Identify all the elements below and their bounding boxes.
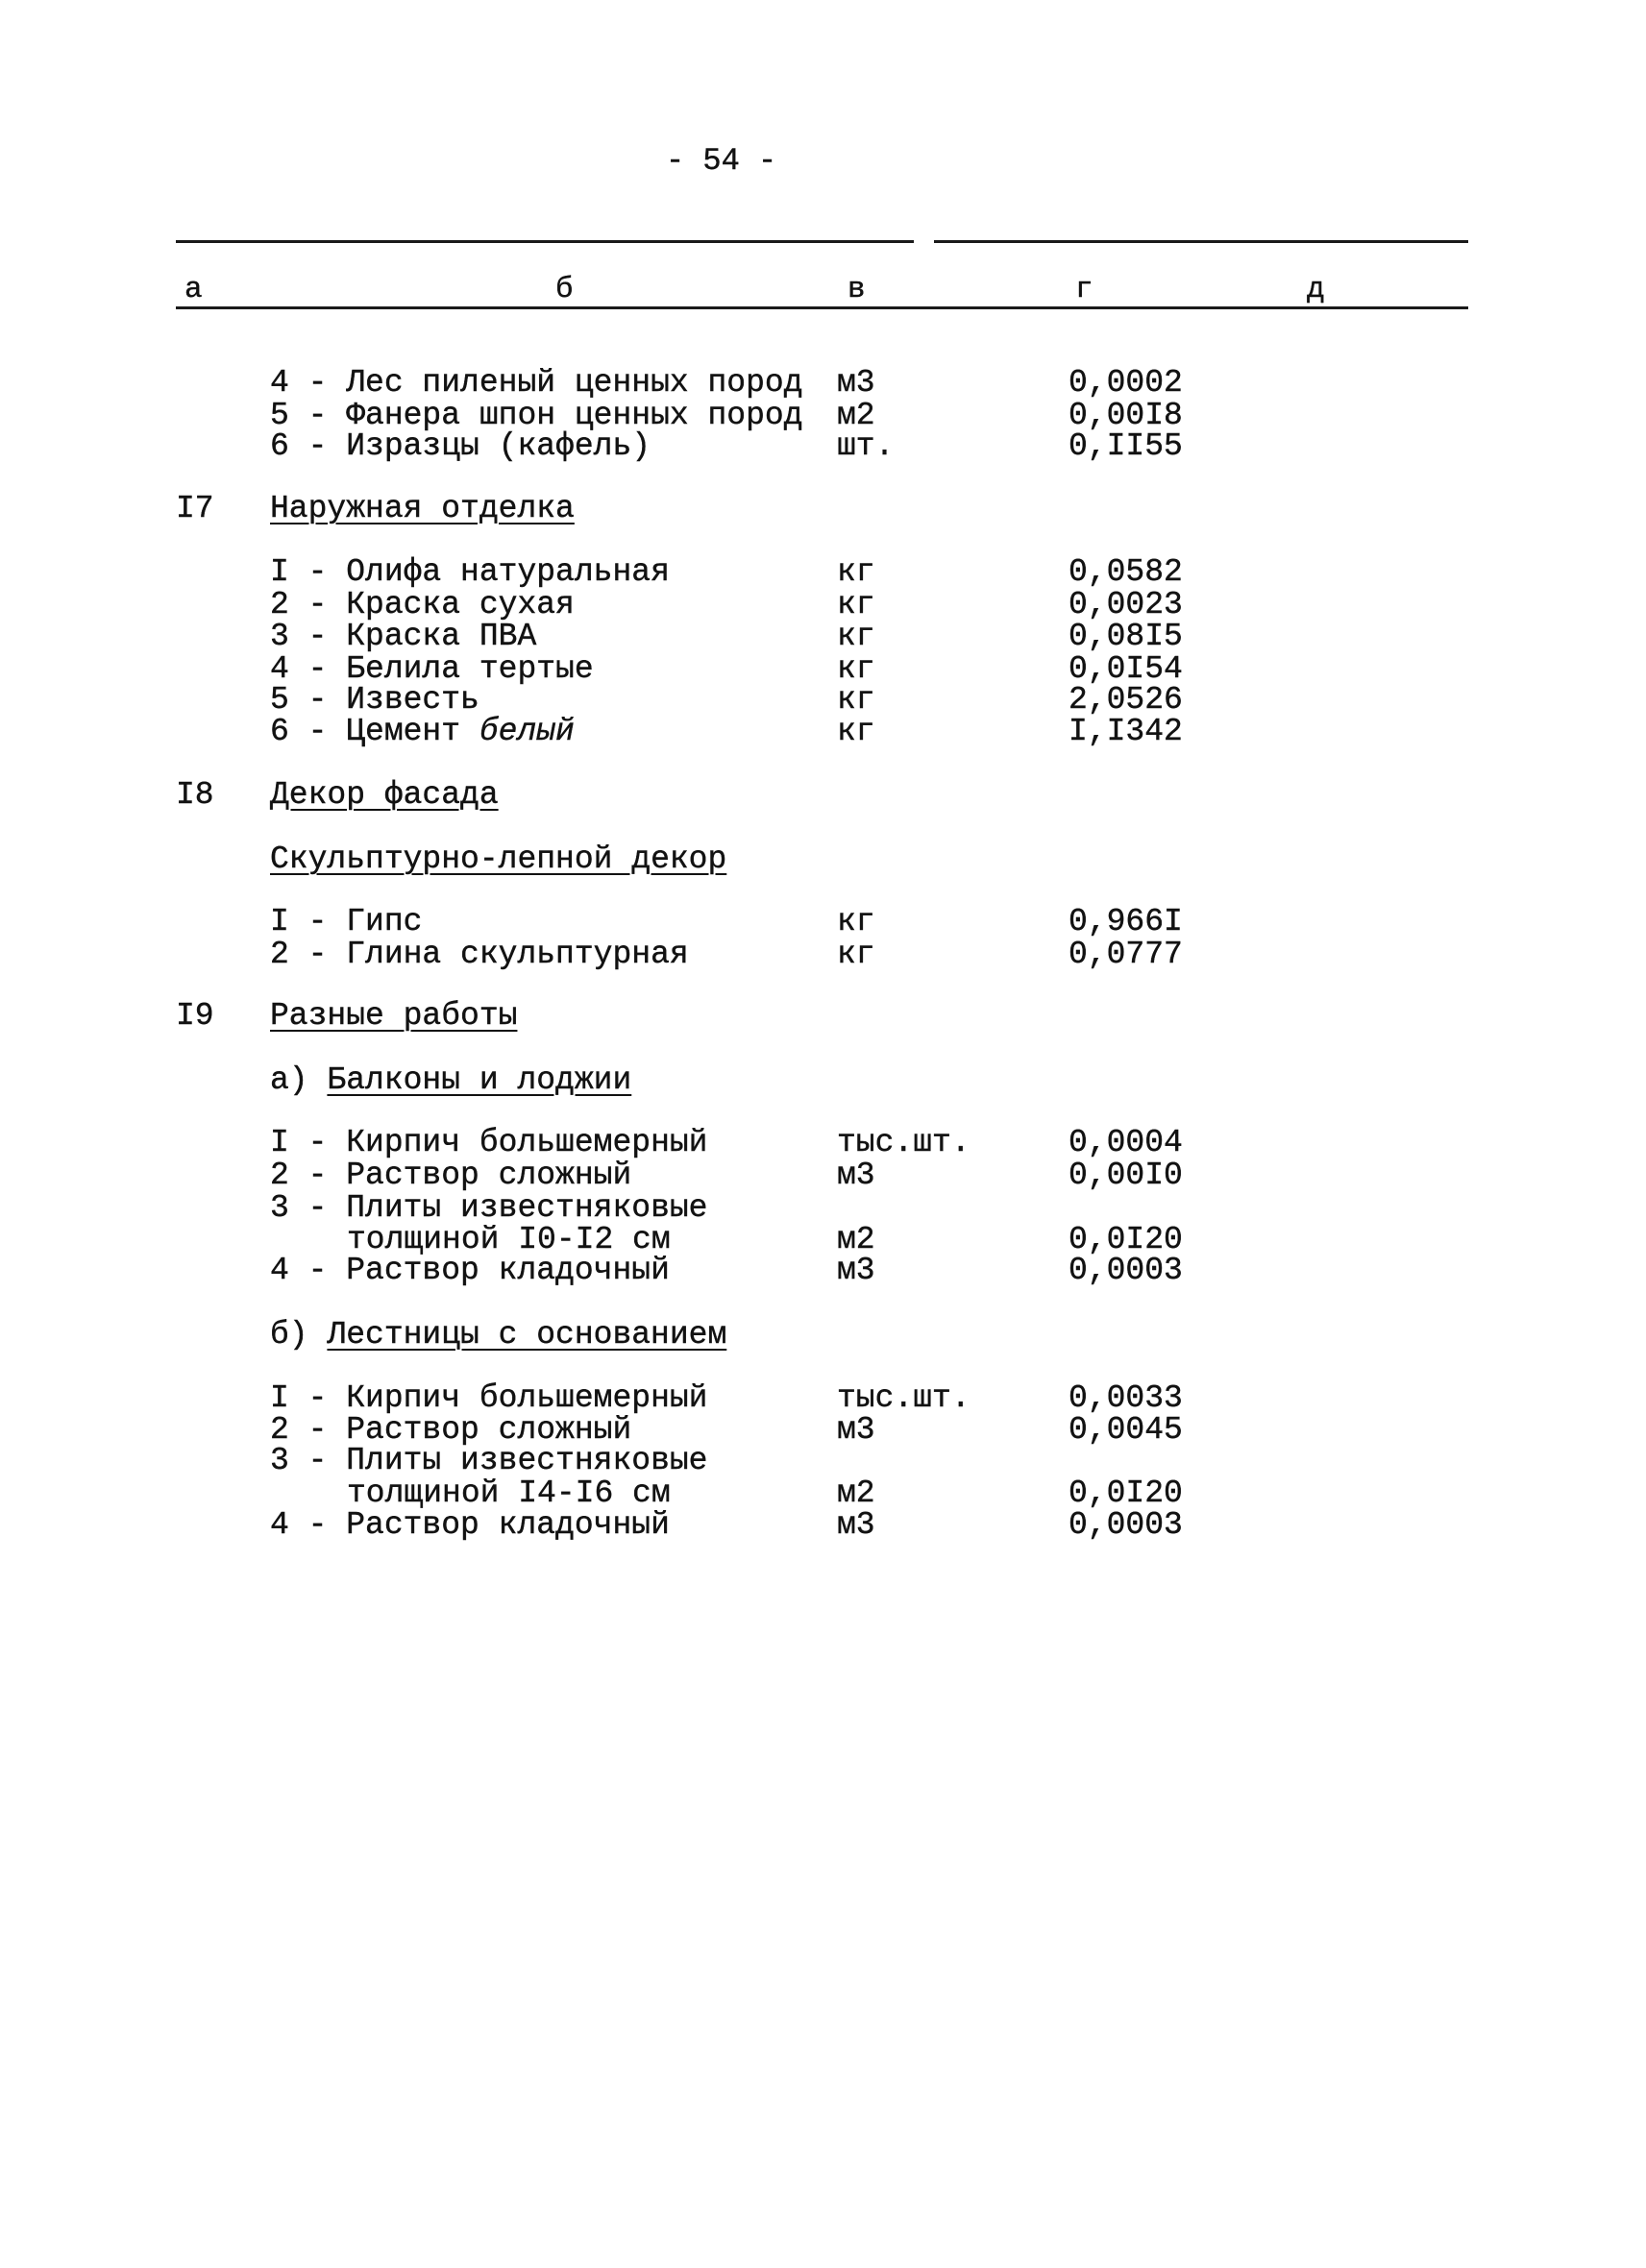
item-name: 3 - Плиты известняковые (270, 1190, 708, 1226)
item-unit: м3 (837, 1412, 875, 1448)
item-unit: кг (837, 554, 875, 590)
column-header-d: д (1307, 273, 1325, 306)
column-header-a: а (184, 273, 203, 306)
item-value: 0,0023 (1069, 587, 1183, 622)
item-name-group (270, 716, 575, 748)
item-unit: тыс.шт. (837, 1380, 970, 1416)
section-number: I8 (176, 777, 214, 813)
item-unit: м3 (837, 1253, 875, 1288)
item-row (0, 589, 1646, 622)
item-row-continuation (0, 1477, 1646, 1510)
item-row-continuation (0, 1224, 1646, 1256)
section-title: Наружная отделка (270, 491, 575, 526)
item-row (0, 906, 1646, 939)
item-value: 0,0I20 (1069, 1475, 1183, 1511)
item-row (0, 621, 1646, 653)
item-row (0, 684, 1646, 717)
subsection-heading-group (270, 1064, 631, 1097)
subsection-label: а) (270, 1062, 308, 1098)
item-name: 2 - Глина скульптурная (270, 937, 689, 972)
page-number: - 54 - (666, 143, 777, 179)
item-name: I - Кирпич большемерный (270, 1125, 708, 1160)
item-name: 4 - Раствор кладочный (270, 1507, 670, 1543)
item-value: 0,00I8 (1069, 398, 1183, 433)
item-unit: кг (837, 714, 875, 749)
item-name: I - Олифа натуральная (270, 554, 670, 590)
item-row (0, 1159, 1646, 1192)
item-name: 2 - Краска сухая (270, 587, 575, 622)
item-value: 0,0033 (1069, 1380, 1183, 1416)
item-value: 0,0004 (1069, 1125, 1183, 1160)
item-name-continuation: толщиной I0-I2 см (347, 1222, 671, 1257)
section-heading (0, 779, 1646, 812)
item-unit: кг (837, 937, 875, 972)
item-row (0, 716, 1646, 748)
item-name: 2 - Раствор сложный (270, 1412, 632, 1448)
column-header-g: г (1075, 273, 1093, 306)
item-value: 0,0777 (1069, 937, 1183, 972)
item-name: I - Гипс (270, 904, 423, 939)
item-row (0, 400, 1646, 432)
top-rule-right (934, 240, 1468, 243)
item-unit: тыс.шт. (837, 1125, 970, 1160)
item-name: 5 - Фанера шпон ценных пород (270, 398, 803, 433)
item-name-italic: белый (479, 714, 575, 749)
item-value: 0,0045 (1069, 1412, 1183, 1448)
subsection-heading (0, 1319, 1646, 1352)
column-header-v: в (848, 273, 866, 306)
subsection-title: Балконы и лоджии (327, 1062, 632, 1098)
item-unit: кг (837, 682, 875, 718)
item-unit: м3 (837, 1158, 875, 1193)
item-value: 2,0526 (1069, 682, 1183, 718)
item-value: 0,II55 (1069, 428, 1183, 464)
item-value: 0,0I20 (1069, 1222, 1183, 1257)
item-row (0, 1192, 1646, 1225)
item-value: 0,966I (1069, 904, 1183, 939)
item-name: 3 - Краска ПВА (270, 619, 537, 654)
subsection-heading-group (270, 1319, 726, 1352)
item-name: 3 - Плиты известняковые (270, 1443, 708, 1478)
section-number: I9 (176, 998, 214, 1034)
section-title: Разные работы (270, 998, 518, 1034)
section-number: I7 (176, 491, 214, 526)
item-name: 4 - Раствор кладочный (270, 1253, 670, 1288)
item-unit: м2 (837, 1222, 875, 1257)
item-name: 4 - Лес пиленый ценных пород (270, 365, 803, 401)
item-row (0, 653, 1646, 686)
item-value: 0,08I5 (1069, 619, 1183, 654)
section-title: Декор фасада (270, 777, 499, 813)
item-row (0, 1382, 1646, 1415)
item-value: 0,0003 (1069, 1507, 1183, 1543)
item-name: 4 - Белила тертые (270, 651, 594, 687)
item-value: 0,0I54 (1069, 651, 1183, 687)
item-name: 6 - Изразцы (кафель) (270, 428, 651, 464)
item-value: 0,00I0 (1069, 1158, 1183, 1193)
subsection-heading (0, 1064, 1646, 1097)
item-row (0, 367, 1646, 400)
item-name: 6 - Цемент (270, 714, 461, 749)
column-header-row (0, 274, 1646, 306)
item-name-continuation: толщиной I4-I6 см (347, 1475, 671, 1511)
item-name: 2 - Раствор сложный (270, 1158, 632, 1193)
item-unit: кг (837, 651, 875, 687)
item-unit: м3 (837, 365, 875, 401)
item-name: 5 - Известь (270, 682, 479, 718)
item-name: I - Кирпич большемерный (270, 1380, 708, 1416)
item-value: 0,0003 (1069, 1253, 1183, 1288)
section-heading (0, 493, 1646, 525)
header-rule (176, 306, 1468, 309)
item-unit: м3 (837, 1507, 875, 1543)
item-row (0, 1255, 1646, 1287)
item-unit: м2 (837, 1475, 875, 1511)
item-row (0, 430, 1646, 463)
item-unit: кг (837, 904, 875, 939)
item-unit: кг (837, 619, 875, 654)
item-row (0, 1509, 1646, 1542)
item-value: 0,0002 (1069, 365, 1183, 401)
item-row (0, 1414, 1646, 1447)
item-unit: м2 (837, 398, 875, 433)
section-heading (0, 1000, 1646, 1033)
subsection-title: Лестницы с основанием (327, 1317, 727, 1353)
item-value: I,I342 (1069, 714, 1183, 749)
section-subtitle: Скульптурно-лепной декор (270, 841, 727, 877)
item-unit: кг (837, 587, 875, 622)
item-value: 0,0582 (1069, 554, 1183, 590)
item-row (0, 556, 1646, 589)
item-row (0, 1127, 1646, 1159)
section-subtitle-row (0, 843, 1646, 876)
top-rule-left (176, 240, 914, 243)
item-row (0, 939, 1646, 971)
item-row (0, 1445, 1646, 1477)
column-header-b: б (555, 273, 574, 306)
item-unit: шт. (837, 428, 895, 464)
subsection-label: б) (270, 1317, 308, 1353)
